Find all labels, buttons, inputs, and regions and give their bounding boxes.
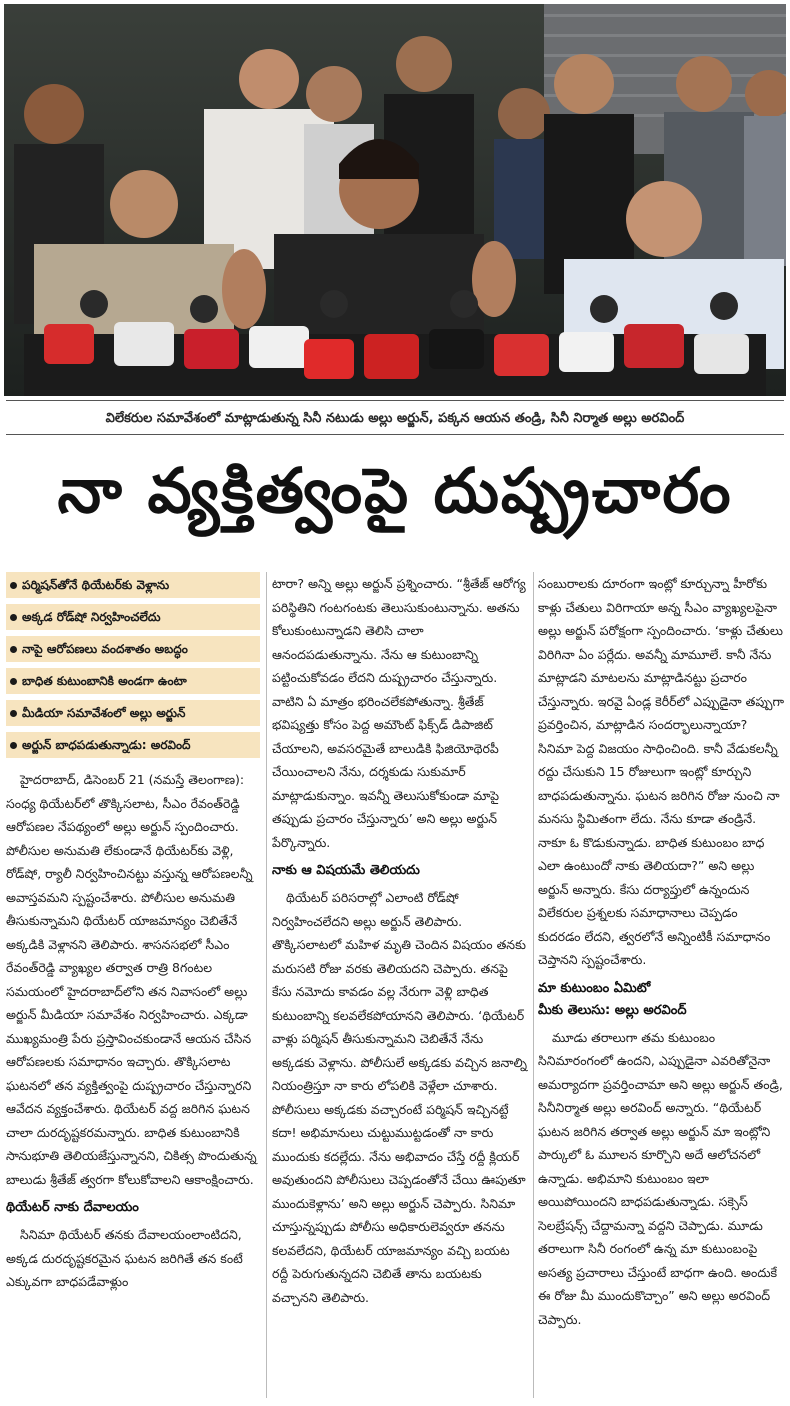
article-paragraph: మూడు తరాలుగా తమ కుటుంబం సినిమారంగంలో ఉందని, ఎప్పుడైనా ఎవరితోనైనా అమర్యాదగా ప్రవర్తించామా అని అల్లు అర్జున్ తండ్రి, సినీనిర్మాత అల్లు అరవింద్ అన్నారు. “థియేటర్ ఘటన జరిగిన తర్వాత అల్లు అర్జున్ మా ఇంట్లోని పార్కులో ఓ మూలన కూర్చొని అదే ఆలోచనలో ఉన్నాడు. అభిమాని కుటుంబం ఇలా అయిపోయిందని బాధపడుతున్నాడు. సక్సెస్ సెలబ్రేషన్స్ చేద్దామన్నా వద్దని చెప్పాడు. మూడు తరాలుగా సినీ రంగంలో ఉన్న మా కుటుంబంపై అసత్య ప్రచారాలు చేస్తుంటే బాధగా ఉంది. అందుకే ఈ రోజు మీ ముందుకొచ్చాం” అని అల్లు అరవింద్ చెప్పారు. — [538, 1029, 783, 1327]
subheading: మా కుటుంబం ఏమిటో మీకు తెలుసు: అల్లు అరవింద్ — [538, 980, 687, 1018]
caption-top-rule — [6, 400, 784, 401]
column-divider — [266, 572, 267, 1398]
article-column-1 — [6, 768, 260, 1400]
bullet-icon — [10, 678, 17, 685]
column-divider — [533, 572, 534, 1398]
photo-caption: విలేకరుల సమావేశంలో మాట్లాడుతున్న సినీ నటుడు అల్లు అర్జున్, పక్కన ఆయన తండ్రి, సినీ నిర్మాత అల్లు అరవింద్ — [105, 411, 685, 426]
highlight-item: అక్కడ రోడ్‌షో నిర్వహించలేదు — [6, 604, 260, 630]
highlight-item: పర్మిషన్‌తోనే థియేటర్‌కు వెళ్లాను — [6, 572, 260, 598]
highlight-item: నాపై ఆరోపణలు వందశాతం అబద్ధం — [6, 636, 260, 662]
headline: నా వ్యక్తిత్వంపై దుష్ప్రచారం — [57, 454, 733, 527]
photo-illustration — [4, 4, 786, 396]
bullet-icon — [10, 742, 17, 749]
bullet-icon — [10, 646, 17, 653]
press-conference-photo — [4, 4, 786, 396]
article-paragraph: సినిమా థియేటర్ తనకు దేవాలయంలాంటిదని, అక్కడ దురదృష్టకరమైన ఘటన జరిగితే తన కంటే ఎక్కువగా బాధపడేవాళ్లుం — [6, 1227, 243, 1289]
article-paragraph: థియేటర్ పరిసరాల్లో ఎలాంటి రోడ్‌షో నిర్వహించలేదని అల్లు అర్జున్ తెలిపారు. తొక్కిసలాటలో మహిళ మృతి చెందిన విషయం తనకు మరుసటి రోజు వరకు తెలియదని చెప్పారు. తనపై కేసు నమోదు కావడం వల్ల నేరుగా వెళ్లి బాధిత కుటుంబాన్ని కలవలేకపోయానని తెలిపారు. ‘థియేటర్ వాళ్లు పర్మిషన్ తీసుకున్నామని చెబితేనే నేను అక్కడకు వెళ్లాను. పోలీసులే అక్కడకు వచ్చిన జనాల్ని నియంత్రిస్తూ నా కారు లోపలికి వెళ్లేలా చూశారు. పోలీసులు అక్కడకు వచ్చారంటే పర్మిషన్ ఇచ్చినట్టే కదా! అభిమానులు చుట్టుముట్టడంతో నా కారు ముందుకు కదల్లేదు. నేను అభివాదం చేస్తే రద్దీ క్లియర్ అవుతుందని పోలీసులు చెప్పడంతోనే చేయి ఊపుతూ ముందుకెళ్లాను’ అని అల్లు అర్జున్ చెప్పారు. సినిమా చూస్తున్నప్పుడు పోలీసు అధికారులెవ్వరూ తనను కలవలేదని, థియేటర్ యాజమాన్యం వచ్చి బయట రద్దీ పెరుగుతున్నదని చెబితే తాను బయటకు వచ్చానని తెలిపారు. — [272, 890, 527, 1305]
highlight-item: బాధిత కుటుంబానికి అండగా ఉంటా — [6, 668, 260, 694]
subheading: నాకు ఆ విషయమే తెలియదు — [272, 863, 420, 878]
bullet-icon — [10, 710, 17, 717]
subheading: థియేటర్ నాకు దేవాలయం — [6, 1200, 139, 1215]
article-paragraph: టారా? అన్ని అల్లు అర్జున్ ప్రశ్నించారు. “శ్రీతేజ్ ఆరోగ్య పరిస్థితిని గంటగంటకు తెలుసుకుంటున్నాను. అతను కోలుకుంటున్నాడని తెలిసి చాలా ఆనందపడుతున్నాను. నేను ఆ కుటుంబాన్ని పట్టించుకోవడం లేదని దుష్ప్రచారం చేస్తున్నారు. వాటిని ఏ మాత్రం భరించలేకపోతున్నా. శ్రీతేజ్ భవిష్యత్తు కోసం పెద్ద అమౌంట్ ఫిక్స్‌డ్ డిపాజిట్ చేయాలని, అవసరమైతే బాలుడికి ఫిజియోథెరపీ చేయించాలని నేను, దర్శకుడు సుకుమార్ మాట్లాడుకున్నాం. ఇవన్నీ తెలుసుకోకుండా మాపై తప్పుడు ప్రచారం చేస్తున్నారు’ అని అల్లు అర్జున్ పేర్కొన్నారు. — [272, 576, 526, 850]
caption-bottom-rule — [6, 434, 784, 435]
article-paragraph: హైదరాబాద్, డిసెంబర్ 21 (నమస్తే తెలంగాణ): సంధ్య థియేటర్‌లో తొక్కిసలాట, సీఎం రేవంత్‌రెడ్డి ఆరోపణల నేపథ్యంలో అల్లు అర్జున్ స్పందించారు. పోలీసుల అనుమతి లేకుండానే థియేటర్‌కు వెళ్లి, రోడ్‌షో, ర్యాలీ నిర్వహించినట్టు వస్తున్న ఆరోపణలన్నీ అవాస్తవమని స్పష్టంచేశారు. పోలీసుల అనుమతి తీసుకున్నామని థియేటర్ యాజమాన్యం చెబితేనే అక్కడికి వెళ్లానని తెలిపారు. శాసనసభలో సీఎం రేవంత్‌రెడ్డి వ్యాఖ్యల తర్వాత రాత్రి 8గంటల సమయంలో హైదరాబాద్‌లోని తన నివాసంలో అల్లు అర్జున్ మీడియా సమావేశం నిర్వహించారు. ఎక్కడా ముఖ్యమంత్రి పేరు ప్రస్తావించకుండానే ఆయన చేసిన ఆరోపణలకు సమాధానం ఇచ్చారు. తొక్కిసలాట ఘటనలో తన వ్యక్తిత్వంపై దుష్ప్రచారం చేస్తున్నారని ఆవేదన వ్యక్తంచేశారు. థియేటర్ వద్ద జరిగిన ఘటన చాలా దురదృష్టకరమన్నారు. బాధిత కుటుంబానికి సానుభూతి తెలియజేస్తున్నానని, చికిత్స పొందుతున్న బాలుడు శ్రీతేజ్ త్వరగా కోలుకోవాలని ఆకాంక్షించారు. — [6, 772, 257, 1187]
article-paragraph: సంబురాలకు దూరంగా ఇంట్లో కూర్చున్నా హీరోకు కాళ్లు చేతులు విరిగాయా అన్న సీఎం వ్యాఖ్యలపైనా అల్లు అర్జున్ పరోక్షంగా స్పందించారు. ‘కాళ్లు చేతులు విరిగినా ఏం పర్లేదు. అవన్నీ మామూలే. కానీ నేను మాట్లాడని మాటలను మాట్లాడినట్టు ప్రచారం చేస్తున్నారు. ఇరవై ఏండ్ల కెరీర్‌లో ఎప్పుడైనా తప్పుగా ప్రవర్తించిన, మాట్లాడిన సందర్భాలున్నాయా? సినిమా పెద్ద విజయం సాధించింది. కానీ వేడుకలన్నీ రద్దు చేసుకుని 15 రోజులుగా ఇంట్లో కూర్చుని బాధపడుతున్నాను. ఘటన జరిగిన రోజు నుంచి నా మనసు స్థిమితంగా లేదు. నేను కూడా తండ్రినే. నాకూ ఓ కొడుకున్నాడు. బాధిత కుటుంబం బాధ ఎలా ఉంటుందో నాకు తెలియదా?” అని అల్లు అర్జున్ అన్నారు. కేసు దర్యాప్తులో ఉన్నందున విలేకరుల ప్రశ్నలకు సమాధానాలు చెప్పడం కుదరడం లేదని, త్వరలోనే అన్నింటికీ సమాధానం చెప్తానని స్పష్టంచేశారు. — [538, 576, 784, 967]
bullet-icon — [10, 614, 17, 621]
article-column-3 — [538, 572, 784, 1400]
highlights-box — [6, 572, 260, 766]
article-column-2 — [272, 572, 528, 1400]
bullet-icon — [10, 582, 17, 589]
highlight-item: అర్జున్ బాధపడుతున్నాడు: అరవింద్ — [6, 732, 260, 758]
highlight-item: మీడియా సమావేశంలో అల్లు అర్జున్ — [6, 700, 260, 726]
